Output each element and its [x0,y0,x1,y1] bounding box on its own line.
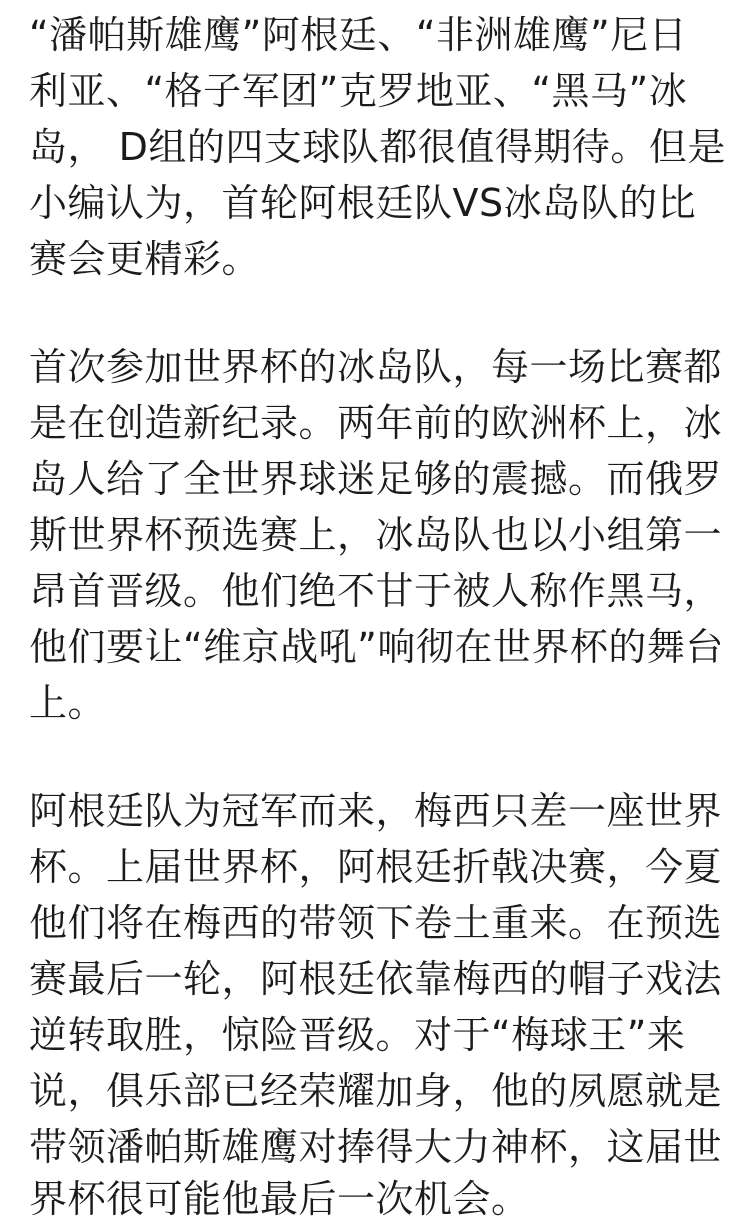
paragraph-1-line-1: “潘帕斯雄鹰”阿根廷、“非洲雄鹰”尼日 [29,13,688,57]
paragraph-2-line-4: 斯世界杯预选赛上，冰岛队也以小组第一 [29,513,723,557]
paragraph-3-line-7: 带领潘帕斯雄鹰对捧得大力神杯，这届世 [29,1125,723,1169]
paragraph-1-line-4: 小编认为，首轮阿根廷队VS冰岛队的比 [29,181,697,225]
paragraph-3-line-3: 他们将在梅西的带领下卷土重来。在预选 [29,901,723,945]
paragraph-3-line-5: 逆转取胜，惊险晋级。对于“梅球王”来 [29,1013,686,1057]
paragraph-1-line-3: 岛， D组的四支球队都很值得期待。但是 [29,125,726,169]
paragraph-2-line-2: 是在创造新纪录。两年前的欧洲杯上，冰 [29,401,723,445]
paragraph-2-line-6: 他们要让“维京战吼”响彻在世界杯的舞台 [29,625,724,669]
paragraph-2-line-7: 上。 [29,681,107,725]
paragraph-2-line-3: 岛人给了全世界球迷足够的震撼。而俄罗 [29,457,723,501]
paragraph-3-line-2: 杯。上届世界杯，阿根廷折戟决赛，今夏 [29,845,723,889]
paragraph-3-line-6: 说，俱乐部已经荣耀加身，他的夙愿就是 [29,1069,723,1113]
paragraph-2-line-1: 首次参加世界杯的冰岛队，每一场比赛都 [29,345,723,389]
paragraph-3-line-4: 赛最后一轮，阿根廷依靠梅西的帽子戏法 [29,957,723,1001]
paragraph-3-line-1: 阿根廷队为冠军而来，梅西只差一座世界 [29,789,723,833]
paragraph-1-line-2: 利亚、“格子军团”克罗地亚、“黑马”冰 [29,69,688,113]
paragraph-2-line-5: 昂首晋级。他们绝不甘于被人称作黑马， [29,569,723,613]
paragraph-3-line-8: 界杯很可能他最后一次机会。 [29,1177,530,1221]
paragraph-1-line-5: 赛会更精彩。 [29,237,261,281]
